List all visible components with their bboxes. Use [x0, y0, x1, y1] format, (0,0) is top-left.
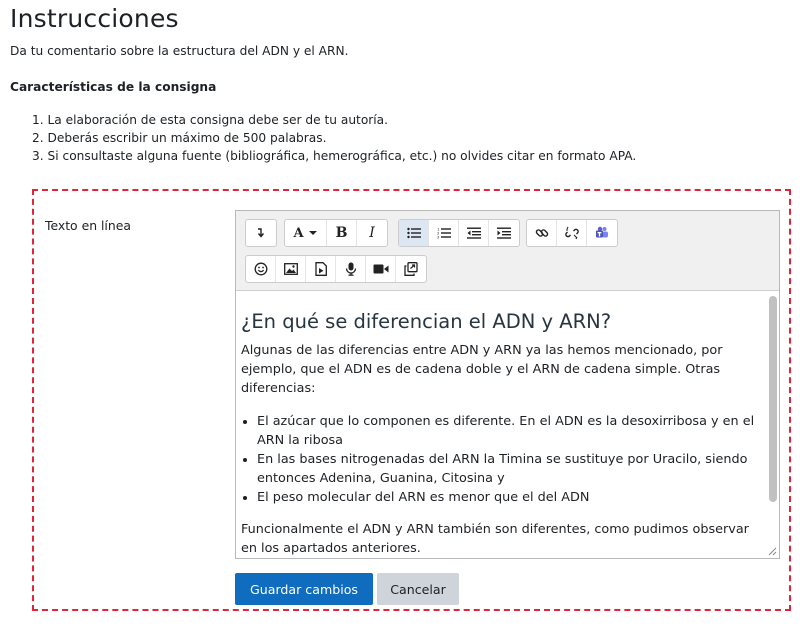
chevron-down-icon — [308, 229, 318, 237]
editor-toolbar — [236, 211, 779, 291]
page-title: Instrucciones — [10, 4, 179, 33]
toolbar-group-text — [284, 219, 388, 247]
emoji-icon[interactable] — [246, 256, 276, 282]
image-icon[interactable] — [276, 256, 306, 282]
svg-text:2: 2 — [436, 230, 439, 236]
intro-text: Da tu comentario sobre la estructura del ADN y el ARN. — [10, 44, 349, 58]
resize-handle-icon[interactable] — [768, 547, 777, 556]
toolbar-group-lists — [398, 219, 520, 247]
online-text-label: Texto en línea — [45, 218, 131, 233]
rule-item: 2. Deberás escribir un máximo de 500 palabras. — [32, 131, 327, 145]
content-heading: ¿En qué se diferencian el ADN y ARN? — [241, 310, 612, 333]
font-style-button[interactable] — [285, 220, 327, 246]
consigna-heading: Características de la consigna — [10, 80, 217, 94]
bold-icon: B — [335, 225, 348, 241]
editor-content[interactable] — [236, 292, 779, 558]
rules-list — [32, 111, 636, 165]
content-bullet-list — [241, 412, 757, 507]
link-icon[interactable] — [527, 220, 557, 246]
record-video-icon[interactable] — [366, 256, 396, 282]
rule-item: 3. Si consultaste alguna fuente (bibliográfica, hemerográfica, etc.) no olvides citar en formato APA. — [32, 149, 637, 163]
outdent-icon[interactable] — [459, 220, 489, 246]
toolbar-group-collapse — [245, 219, 277, 247]
rich-text-editor — [235, 210, 780, 559]
toolbar-group-media — [245, 255, 427, 283]
media-icon[interactable] — [306, 256, 336, 282]
rule-item: 1. La elaboración de esta consigna debe ser de tu autoría. — [32, 113, 389, 127]
record-audio-icon[interactable] — [336, 256, 366, 282]
ordered-list-icon[interactable] — [429, 220, 459, 246]
list-item: • El peso molecular del ARN es menor que el del ADN — [257, 488, 757, 507]
toolbar-group-links — [526, 219, 618, 247]
save-changes-button[interactable]: Guardar cambios — [235, 573, 373, 605]
indent-icon[interactable] — [489, 220, 519, 246]
italic-icon: I — [369, 225, 375, 241]
bold-button[interactable] — [327, 220, 357, 246]
italic-button[interactable] — [357, 220, 387, 246]
list-item: • En las bases nitrogenadas del ARN la Timina se sustituye por Uracilo, siendo entonces Adenina, Guanina, Citosina y — [257, 450, 757, 488]
editor-scrollbar[interactable] — [769, 296, 777, 502]
list-item: • El azúcar que lo componen es diferente. En el ADN es la desoxirribosa y en el ARN la ribosa — [257, 412, 757, 450]
collapse-toggle-icon[interactable] — [246, 220, 276, 246]
unordered-list-icon[interactable] — [399, 220, 429, 246]
content-paragraph: Algunas de las diferencias entre ADN y ARN ya las hemos mencionado, por ejemplo, que el ADN es de cadena doble y el ARN de cadena simple. Otras diferencias: — [241, 343, 723, 396]
svg-text:3: 3 — [436, 234, 439, 239]
font-style-icon: A — [293, 225, 304, 241]
teams-meeting-icon[interactable] — [587, 220, 617, 246]
unlink-icon[interactable] — [557, 220, 587, 246]
content-paragraph: Funcionalmente el ADN y ARN también son diferentes, como pudimos observar en los apartados anteriores. — [241, 522, 749, 556]
manage-files-icon[interactable] — [396, 256, 426, 282]
svg-text:1: 1 — [436, 227, 439, 232]
cancel-button[interactable]: Cancelar — [377, 573, 459, 605]
